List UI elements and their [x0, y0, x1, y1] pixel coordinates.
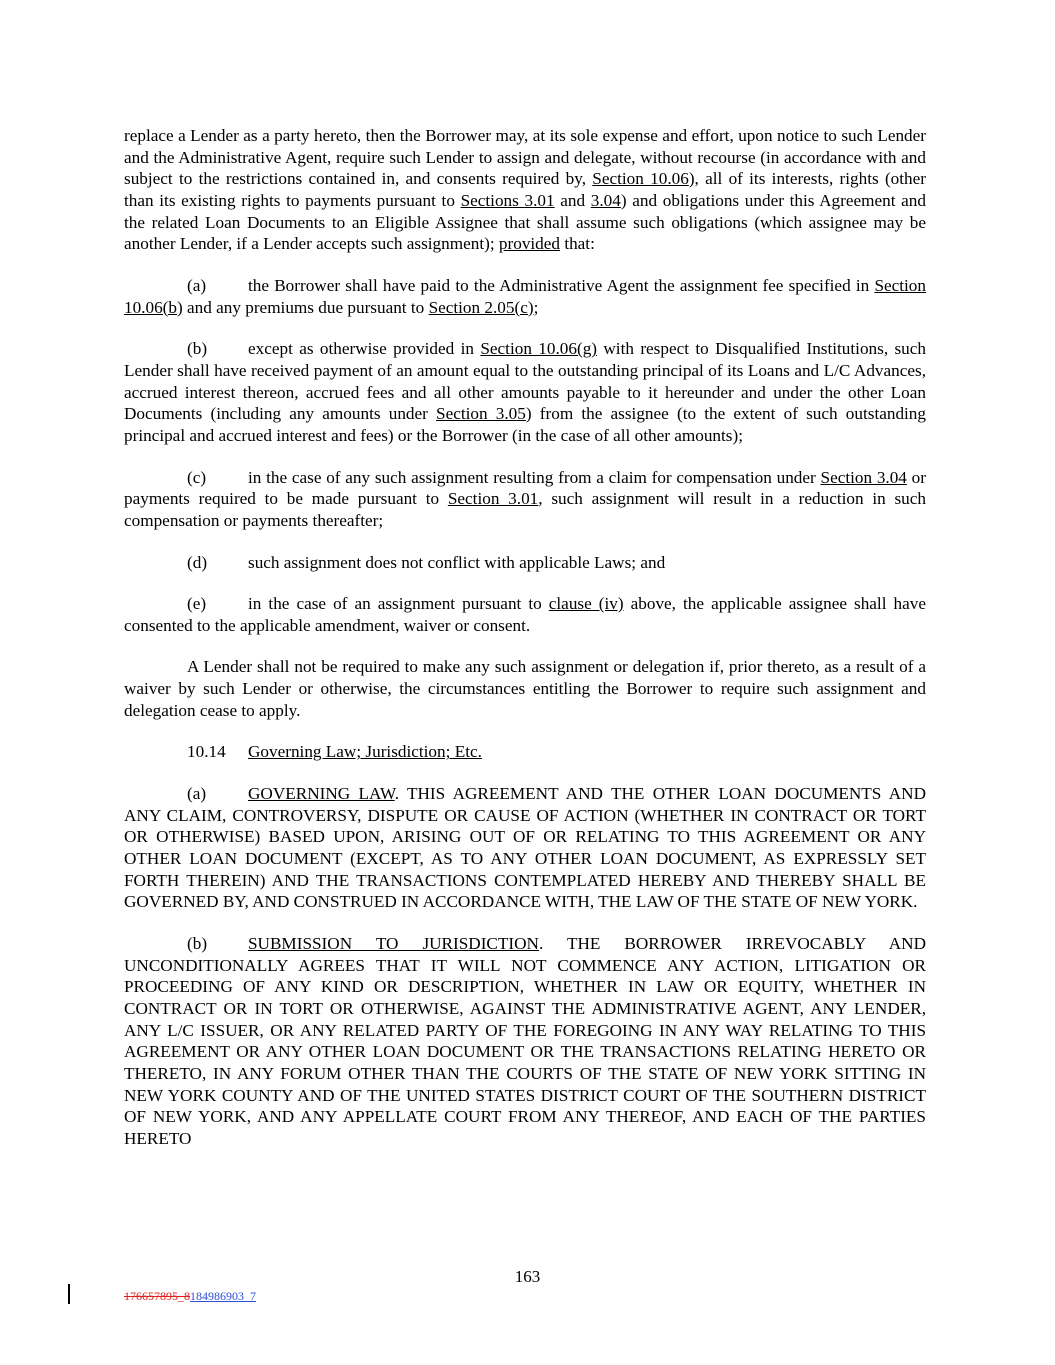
section-reference: Section 3.01: [447, 489, 539, 509]
clause-d: (d) such assignment does not conflict with applicable Laws; and: [187, 552, 666, 572]
clause-c: (c) in the case of any such assignment resulting from a claim for compensation under Section 3.04 or payments required to be made pursuant to Section 3.01, such assignment will result in a reduction in such compensation or payments thereafter;: [124, 467, 926, 530]
submission-clause: (b) SUBMISSION TO JURISDICTION. THE BORROWER IRREVOCABLY AND UNCONDITIONALLY AGREES THAT IT WILL NOT COMMENCE ANY ACTION, LITIGATION OR PROCEEDING OF ANY KIND OR DESCRIPTION, WHETHER IN LAW OR EQUITY, WHETHER IN CONTRACT OR IN TORT OR OTHERWISE, AGAINST THE ADMINISTRATIVE AGENT, ANY LENDER, ANY L/C ISSUER, OR ANY RELATED PARTY OF THE FOREGOING IN ANY WAY RELATING TO THIS AGREEMENT OR ANY OTHER LOAN DOCUMENT OR THE TRANSACTIONS RELATING HERETO OR THERETO, IN ANY FORUM OTHER THAN THE COURTS OF THE STATE OF NEW YORK SITTING IN NEW YORK COUNTY AND OF THE UNITED STATES DISTRICT COURT OF THE SOUTHERN DISTRICT OF NEW YORK, AND ANY APPELLATE COURT FROM ANY THEREOF, AND EACH OF THE PARTIES HERETO: [124, 934, 927, 1148]
intro-paragraph: replace a Lender as a party hereto, then the Borrower may, at its sole expense and effort, upon notice to such Lender and the Administrative Agent, require such Lender to assign and delegate, without recourse (in accordance with and subject to the restrictions contained in, and consents required by, Section 10.06), all of its interests, rights (other than its existing rights to payments pursuant to Sections 3.01 and 3.04) and obligations under this Agreement and the related Loan Documents to an Eligible Assignee that shall assume such obligations (which assignee may be another Lender, if a Lender accepts such assignment); provided that:: [124, 126, 926, 254]
document-body: [124, 125, 926, 1150]
section-heading: [124, 741, 926, 763]
section-title: Governing Law; Jurisdiction; Etc.: [248, 742, 482, 762]
clause-b: (b) except as otherwise provided in Section 10.06(g) with respect to Disqualified Institutions, such Lender shall have received payment of an amount equal to the outstanding principal of its Loans and L/C Advances, accrued interest thereon, accrued fees and all other amounts payable to it hereunder and under the other Loan Documents (including any amounts under Section 3.05) from the assignee (to the extent of such outstanding principal and accrued interest and fees) or the Borrower (in the case of all other amounts);: [124, 339, 926, 445]
document-id: [124, 1289, 256, 1304]
deleted-doc-id: 176657895_8: [124, 1289, 190, 1303]
section-reference: Section 3.04: [820, 467, 907, 487]
governing-law-clause: (a) GOVERNING LAW. THIS AGREEMENT AND THE OTHER LOAN DOCUMENTS AND ANY CLAIM, CONTROVERSY, DISPUTE OR CAUSE OF ACTION (WHETHER IN CONTRACT OR TORT OR OTHERWISE) BASED UPON, ARISING OUT OF OR RELATING TO THIS AGREEMENT OR ANY OTHER LOAN DOCUMENT (EXCEPT, AS TO ANY OTHER LOAN DOCUMENT, AS EXPRESSLY SET FORTH THEREIN) AND THE TRANSACTIONS CONTEMPLATED HEREBY AND THEREBY SHALL BE GOVERNED BY, AND CONSTRUED IN ACCORDANCE WITH, THE LAW OF THE STATE OF NEW YORK.: [124, 784, 926, 912]
clause-label: (b): [187, 934, 208, 954]
clause-e: (e) in the case of an assignment pursuant to clause (iv) above, the applicable assignee shall have consented to the applicable amendment, waiver or consent.: [124, 594, 926, 635]
section-reference: Section 10.06: [592, 169, 689, 189]
section-reference: Sections 3.01: [460, 190, 555, 210]
closing-paragraph: A Lender shall not be required to make any such assignment or delegation if, prior thereto, as a result of a waiver by such Lender or otherwise, the circumstances entitling the Borrower to require such assignment and delegation cease to apply.: [124, 657, 926, 720]
clause-a: (a) the Borrower shall have paid to the Administrative Agent the assignment fee specified in Section 10.06(b) and any premiums due pursuant to Section 2.05(c);: [124, 275, 926, 317]
clause-label: (a): [187, 275, 207, 295]
clause-label: (d): [187, 552, 208, 572]
provided-term: provided: [498, 234, 561, 254]
inserted-doc-id: 184986903_7: [190, 1289, 256, 1303]
clause-label: (a): [187, 784, 207, 804]
section-reference: Section 2.05(c): [428, 297, 534, 317]
section-reference: Section 10.06(b): [124, 275, 926, 317]
clause-label: (e): [187, 594, 207, 614]
clause-heading: GOVERNING LAW: [248, 784, 395, 804]
section-reference: 3.04: [590, 190, 621, 210]
change-bar: [68, 1284, 70, 1304]
section-reference: Section 10.06(g): [480, 339, 598, 359]
clause-label: (c): [187, 467, 207, 487]
clause-heading: SUBMISSION TO JURISDICTION: [248, 934, 539, 954]
page-number: 163: [514, 1267, 541, 1286]
section-reference: Section 3.05: [436, 404, 526, 424]
clause-reference: clause (iv): [548, 594, 624, 614]
section-number: 10.14: [187, 742, 226, 762]
clause-label: (b): [187, 339, 208, 359]
